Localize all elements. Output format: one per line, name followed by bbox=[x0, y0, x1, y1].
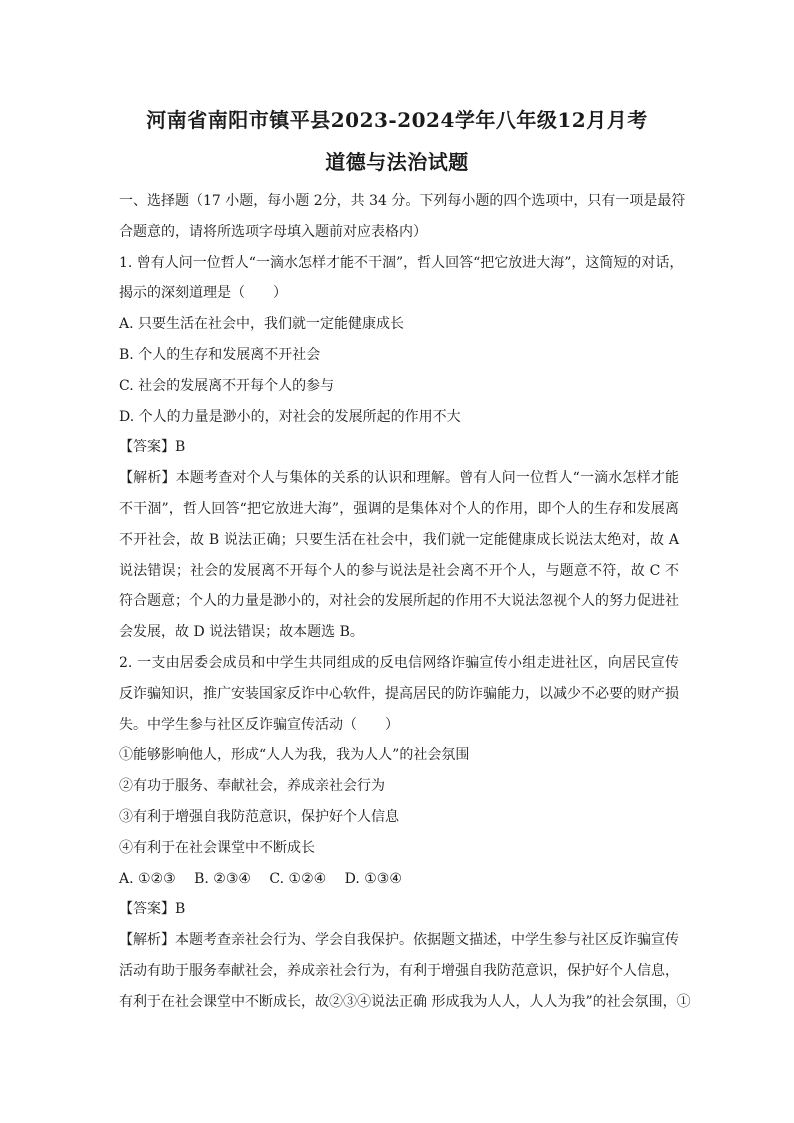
question-2-statement-1: ①能够影响他人，形成“人人为我，我为人人”的社会氛围 bbox=[119, 747, 470, 764]
section-heading-cont: 合题意的，请将所选项字母填入题前对应表格内） bbox=[119, 223, 427, 240]
question-1-option-c: C. 社会的发展离不开每个人的参与 bbox=[119, 377, 335, 394]
question-1-option-a: A. 只要生活在社会中，我们就一定能健康成长 bbox=[119, 316, 405, 333]
question-1-analysis-line: 会发展，故 D 说法错误；故本题选 B。 bbox=[119, 624, 364, 641]
question-2-stem-cont: 失。中学生参与社区反诈骗宣传活动（ ） bbox=[119, 716, 399, 733]
question-1-option-d: D. 个人的力量是渺小的，对社会的发展所起的作用不大 bbox=[119, 408, 461, 425]
question-2-analysis-line: 活动有助于服务奉献社会，养成亲社会行为，有利于增强自我防范意识，保护好个人信息， bbox=[119, 962, 679, 979]
question-1-analysis: 【解析】本题考查对个人与集体的关系的认识和理解。曾有人问一位哲人“一滴水怎样才能 bbox=[119, 470, 679, 487]
question-2-statement-3: ③有利于增强自我防范意识，保护好个人信息 bbox=[119, 808, 399, 825]
question-1-answer: 【答案】B bbox=[119, 439, 186, 456]
document-title: 河南省南阳市镇平县2023-2024学年八年级12月月考 bbox=[146, 108, 648, 132]
question-1-analysis-line: 不开社会，故 B 说法正确；只要生活在社会中，我们就一定能健康成长说法太绝对，故 A bbox=[119, 531, 679, 548]
question-1-stem: 1. 曾有人问一位哲人“一滴水怎样才能不干涸”，哲人回答“把它放进大海”，这简短的对话， bbox=[119, 254, 684, 271]
question-1-analysis-line: 说法错误；社会的发展离不开每个人的参与说法是社会离不开个人，与题意不符，故 C 不 bbox=[119, 562, 679, 579]
question-1-option-b: B. 个人的生存和发展离不开社会 bbox=[119, 346, 321, 363]
question-2-analysis: 【解析】本题考查亲社会行为、学会自我保护。依据题文描述，中学生参与社区反诈骗宣传 bbox=[119, 932, 679, 949]
question-1-stem-cont: 揭示的深刻道理是（ ） bbox=[119, 285, 287, 302]
question-2-options: A. ①②③ B. ②③④ C. ①②④ D. ①③④ bbox=[119, 870, 402, 887]
question-2-answer: 【答案】B bbox=[119, 901, 186, 918]
question-2-statement-2: ②有功于服务、奉献社会，养成亲社会行为 bbox=[119, 778, 385, 795]
question-body bbox=[119, 186, 691, 1018]
question-1-analysis-line: 不干涸”，哲人回答“把它放进大海”，强调的是集体对个人的作用，即个人的生存和发展离 bbox=[119, 500, 679, 517]
document-subtitle: 道德与法治试题 bbox=[325, 150, 469, 174]
question-2-stem: 2. 一支由居委会成员和中学生共同组成的反电信网络诈骗宣传小组走进社区，向居民宣传 bbox=[119, 654, 679, 671]
question-1-analysis-line: 符合题意；个人的力量是渺小的，对社会的发展所起的作用不大说法忽视个人的努力促进社 bbox=[119, 593, 679, 610]
question-2-stem-cont: 反诈骗知识，推广安装国家反诈中心软件，提高居民的防诈骗能力，以减少不必要的财产损 bbox=[119, 685, 679, 702]
section-heading: 一、选择题（17 小题，每小题 2分，共 34 分。下列每小题的四个选项中，只有一项是最符 bbox=[119, 193, 686, 209]
question-2-statement-4: ④有利于在社会课堂中不断成长 bbox=[119, 839, 315, 856]
question-2-analysis-line: 有利于在社会课堂中不断成长，故②③④说法正确 形成我为人人，人人为我”的社会氛围，① bbox=[119, 993, 691, 1010]
